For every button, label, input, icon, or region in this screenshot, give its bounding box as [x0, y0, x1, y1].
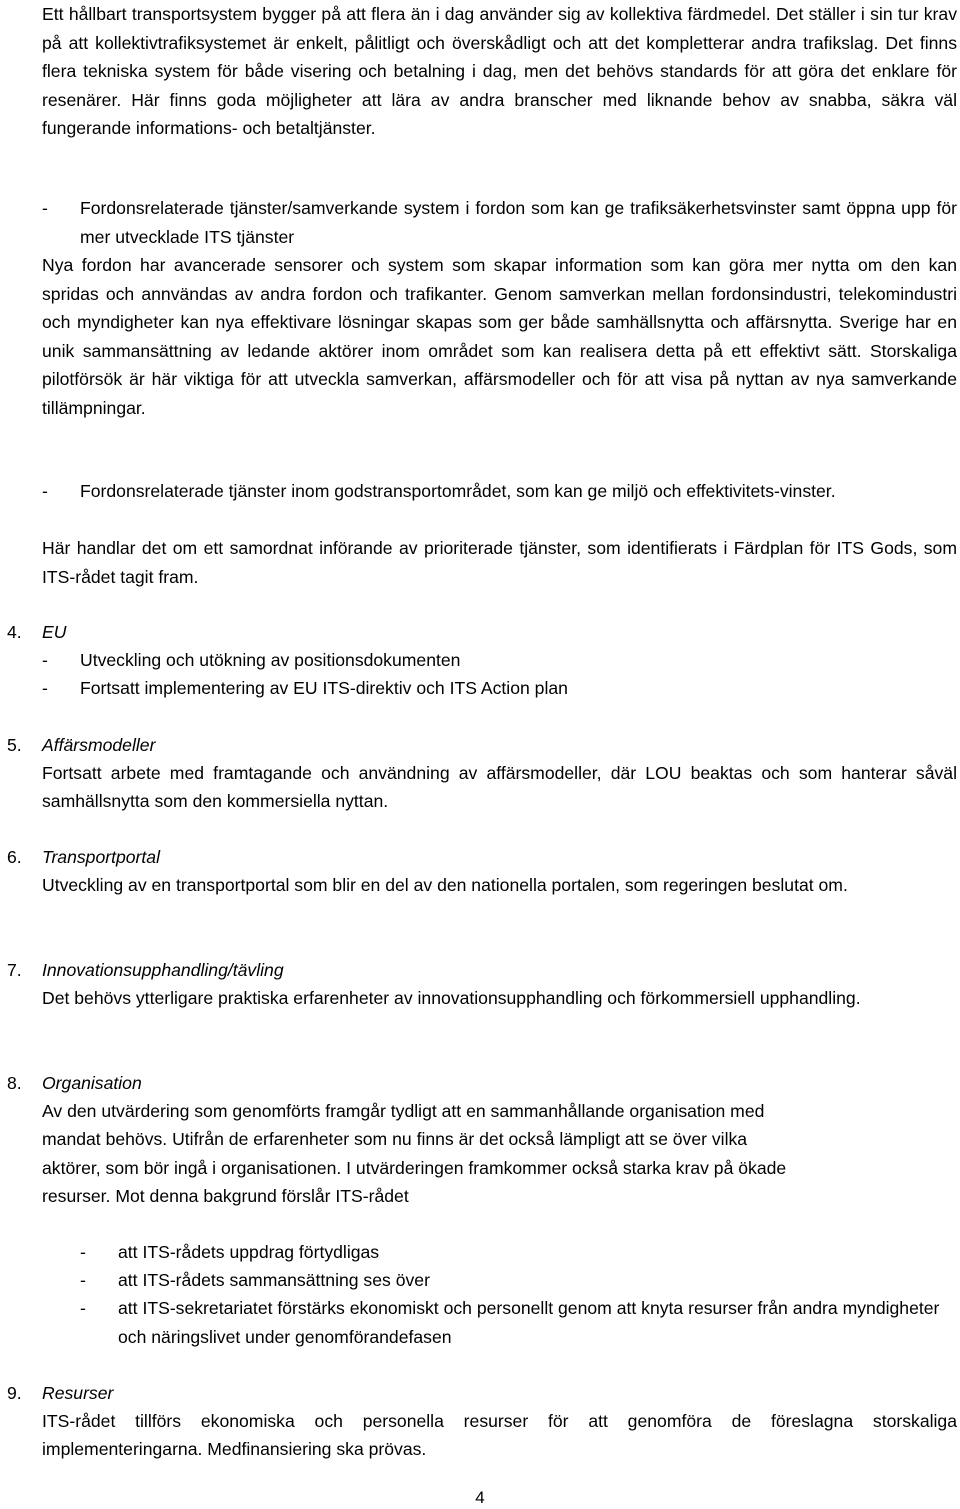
- section-title: Affärsmodeller: [42, 735, 156, 755]
- bullet-dash: -: [80, 1242, 86, 1263]
- list-item: [80, 1266, 958, 1294]
- bullet-dash: -: [42, 650, 48, 671]
- section-title: Innovationsupphandling/tävling: [42, 960, 284, 980]
- section-body: Det behövs ytterligare praktiska erfarenheter av innovationsupphandling och förkommersiell upphandling.: [42, 988, 861, 1009]
- section-number: 7.: [7, 960, 22, 980]
- section-number: 8.: [7, 1073, 22, 1093]
- section-eu: [0, 618, 960, 703]
- section-body: Utveckling av en transportportal som blir en del av den nationella portalen, som regeringen beslutat om.: [42, 875, 848, 896]
- list-item-text: Fortsatt implementering av EU ITS-direktiv och ITS Action plan: [80, 678, 568, 699]
- bullet-dash: -: [42, 481, 48, 501]
- vehicle-services-body: Nya fordon har avancerade sensorer och system som skapar information som kan göra mer nytta om den kan spridas och annvändas av andra fordon och trafikanter. Genom samverkan mellan fordonsindustri, telekomindustri och myndigheter kan nya effektivare lösningar skapas som ger både samhällsnytta och affärsnytta. Sverige har en unik sammansättning av ledande aktörer inom området som kan realisera detta på ett effektivt sätt. Storskaliga pilotförsök är här viktiga för att utveckla samverkan, affärsmodeller och för att visa på nyttan av nya samverkande tillämpningar.: [42, 255, 957, 418]
- bullet-dash: -: [42, 678, 48, 699]
- eu-list: [42, 646, 960, 702]
- list-item-text: att ITS-rådets sammansättning ses över: [118, 1270, 430, 1291]
- list-item: [80, 1238, 958, 1266]
- section-transport-portal: [0, 843, 960, 899]
- list-item: [42, 646, 960, 674]
- body-line: Av den utvärdering som genomförts framgår tydligt att en sammanhållande organisation med: [42, 1101, 765, 1122]
- list-item-text: att ITS-rådets uppdrag förtydligas: [118, 1242, 380, 1263]
- section-body: ITS-rådet tillförs ekonomiska och personella resurser för att genomföra de föreslagna storskaliga implementeringarna. Medfinansiering ska prövas.: [42, 1411, 957, 1460]
- section-title: EU: [42, 622, 67, 642]
- goods-services-body: Här handlar det om ett samordnat införande av prioriterade tjänster, som identifierats i Färdplan för ITS Gods, som ITS-rådet tagit fram.: [42, 538, 957, 587]
- bullet-dash: -: [42, 198, 48, 218]
- section-resources: [0, 1379, 960, 1464]
- section-innovation-procurement: [0, 956, 960, 1012]
- list-item-text: Utveckling och utökning av positionsdokumenten: [80, 650, 461, 671]
- section-title: Transportportal: [42, 847, 160, 867]
- section-title: Resurser: [42, 1383, 114, 1403]
- section-body: Fortsatt arbete med framtagande och användning av affärsmodeller, där LOU beaktas och som hanterar såväl samhällsnytta som den kommersiella nyttan.: [42, 763, 957, 812]
- body-line: resurser. Mot denna bakgrund förslår ITS-rådet: [42, 1185, 409, 1206]
- section-organisation: [0, 1069, 960, 1351]
- goods-services-heading: Fordonsrelaterade tjänster inom godstransportområdet, som kan ge miljö och effektivitets-vinster.: [80, 481, 836, 501]
- section-number: 5.: [7, 735, 22, 755]
- page-number: 4: [475, 1488, 485, 1507]
- section-number: 4.: [7, 622, 22, 642]
- section-number: 6.: [7, 847, 22, 867]
- body-line: aktörer, som bör ingå i organisationen. I utvärderingen framkommer också starka krav på ökade: [42, 1157, 787, 1178]
- section-title: Organisation: [42, 1073, 142, 1093]
- section-number: 9.: [7, 1383, 22, 1403]
- bullet-dash: -: [80, 1270, 86, 1291]
- list-item: [42, 674, 960, 702]
- vehicle-services-heading: Fordonsrelaterade tjänster/samverkande system i fordon som kan ge trafiksäkerhetsvinster samt öppna upp för mer utvecklade ITS tjänster: [80, 198, 957, 247]
- intro-paragraph: Ett hållbart transportsystem bygger på att flera än i dag använder sig av kollektiva färdmedel. Det ställer i sin tur krav på att kollektivtrafiksystemet är enkelt, pålitligt och överskådligt och att det kompletterar andra trafikslag. Det finns flera tekniska system för både visering och betalning i dag, men det behövs standards för att göra det enklare för resenärer. Här finns goda möjligheter att lära av andra branscher med liknande behov av snabba, säkra väl fungerande informations- och betaltjänster.: [42, 4, 957, 139]
- goods-services-item: [42, 477, 957, 506]
- bullet-dash: -: [80, 1298, 86, 1319]
- list-item-text: att ITS-sekretariatet förstärks ekonomiskt och personellt genom att knyta resurser från andra myndigheter och näringslivet under genomförandefasen: [118, 1298, 940, 1347]
- body-line: mandat behövs. Utifrån de erfarenheter som nu finns är det också lämpligt att se över vilka: [42, 1129, 748, 1150]
- list-item: [80, 1294, 958, 1350]
- organisation-list: [80, 1238, 960, 1351]
- vehicle-services-item: [42, 194, 957, 251]
- section-body: [42, 1097, 957, 1210]
- section-business-models: [0, 731, 960, 816]
